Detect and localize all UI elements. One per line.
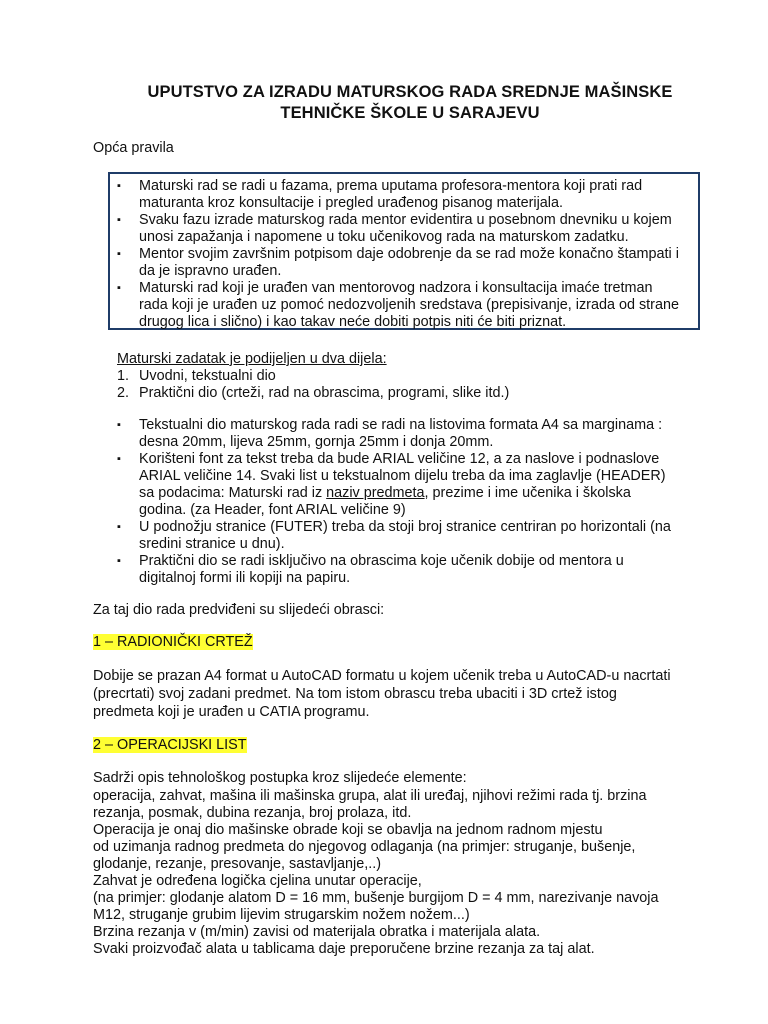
section-2-heading-wrap: [93, 737, 247, 754]
section-2-line-7: Zahvat je određena logička cjelina unutar operacije,: [93, 873, 422, 889]
rule-2-line-4: godina. (za Header, font ARIAL veličine 9): [139, 502, 406, 518]
bullet-marker: ▪: [117, 214, 121, 226]
bullet-marker: ▪: [117, 419, 121, 431]
section-2-line-3: rezanja, posmak, dubina rezanja, broj prolaza, itd.: [93, 805, 412, 821]
section-2-line-6: glodanje, rezanje, presovanje, sastavljanje,..): [93, 856, 381, 872]
box-item-4-line-3: drugog lica i slično) i kao takav neće dobiti potpis niti će biti priznat.: [139, 314, 567, 330]
rule-3-line-2: sredini stranice u dnu).: [139, 536, 285, 552]
rule-2-subject-name-underlined: naziv predmeta: [326, 485, 425, 501]
bullet-marker: ▪: [117, 248, 121, 260]
section-2-line-5: od uzimanja radnog predmeta do njegovog odlaganja (na primjer: struganje, bušenje,: [93, 839, 636, 855]
section-2-line-10: Brzina rezanja v (m/min) zavisi od materijala obratka i materijala alata.: [93, 924, 541, 940]
box-item-4-line-2: rada koji je urađen uz pomoć nedozvoljenih sredstava (prepisivanje, izrada od strane: [139, 297, 679, 313]
document-title-line-1: UPUTSTVO ZA IZRADU MATURSKOG RADA SREDNJE MAŠINSKE: [147, 83, 673, 101]
bullet-marker: ▪: [117, 453, 121, 465]
task-heading: Maturski zadatak je podijeljen u dva dijela:: [117, 351, 387, 367]
bullet-marker: ▪: [117, 180, 121, 192]
box-item-2-line-2: unosi zapažanja i napomene u toku učenikovog rada na maturskom zadatku.: [139, 229, 629, 245]
section-1-heading: 1 – RADIONIČKI CRTEŽ: [93, 634, 253, 650]
bullet-marker: ▪: [117, 521, 121, 533]
task-part-2-number: 2.: [117, 385, 130, 401]
section-2-line-9: M12, struganje grubim lijevim strugarskim nožem nožem...): [93, 907, 470, 923]
section-1-line-1: Dobije se prazan A4 format u AutoCAD formatu u kojem učenik treba u AutoCAD-u nacrtati: [93, 668, 671, 684]
box-item-3-line-1: Mentor svojim završnim potpisom daje odobrenje da se rad može konačno štampati i: [139, 246, 679, 262]
rule-2-line-3-post: , prezime i ime učenika i školska: [424, 485, 631, 501]
section-2-line-8: (na primjer: glodanje alatom D = 16 mm, bušenje burgijom D = 4 mm, narezivanje navoja: [93, 890, 659, 906]
section-1-heading-wrap: [93, 634, 253, 651]
rule-2-line-1: Korišteni font za tekst treba da bude ARIAL veličine 12, a za naslove i podnaslove: [139, 451, 660, 467]
rule-1-line-1: Tekstualni dio maturskog rada radi se radi na listovima formata A4 sa marginama :: [139, 417, 663, 433]
bullet-marker: ▪: [117, 282, 121, 294]
section-2-line-4: Operacija je onaj dio mašinske obrade koji se obavlja na jednom radnom mjestu: [93, 822, 603, 838]
box-item-3-line-2: da je ispravno urađen.: [139, 263, 282, 279]
task-part-1-text: Uvodni, tekstualni dio: [139, 368, 276, 384]
box-item-1-line-2: maturanta kroz konsultacije i pregled urađenog pisanog materijala.: [139, 195, 563, 211]
rule-1-line-2: desna 20mm, lijeva 25mm, gornja 25mm i donja 20mm.: [139, 434, 494, 450]
section-2-line-11: Svaki proizvođač alata u tablicama daje preporučene brzine rezanja za taj alat.: [93, 941, 595, 957]
section-2-heading: 2 – OPERACIJSKI LIST: [93, 737, 247, 753]
document-title-line-2: TEHNIČKE ŠKOLE U SARAJEVU: [280, 104, 540, 122]
task-part-2-text: Praktični dio (crteži, rad na obrascima, programi, slike itd.): [139, 385, 510, 401]
section-1-line-3: predmeta koji je urađen u CATIA programu.: [93, 704, 370, 720]
section-1-line-2: (precrtati) svoj zadani predmet. Na tom istom obrascu treba ubaciti i 3D crtež istog: [93, 686, 617, 702]
task-part-1-number: 1.: [117, 368, 130, 384]
box-item-1-line-1: Maturski rad se radi u fazama, prema uputama profesora-mentora koji prati rad: [139, 178, 643, 194]
rule-2-line-2: ARIAL veličine 14. Svaki list u tekstualnom dijelu treba da ima zaglavlje (HEADER): [139, 468, 666, 484]
general-rules-heading: Opća pravila: [93, 140, 174, 156]
bullet-marker: ▪: [117, 555, 121, 567]
rule-2-line-3-pre: sa podacima: Maturski rad iz: [139, 485, 327, 501]
forms-intro: Za taj dio rada predviđeni su slijedeći obrasci:: [93, 602, 385, 618]
box-item-2-line-1: Svaku fazu izrade maturskog rada mentor evidentira u posebnom dnevniku u kojem: [139, 212, 672, 228]
rule-4-line-2: digitalnoj formi ili kopiji na papiru.: [139, 570, 351, 586]
section-2-line-1: Sadrži opis tehnološkog postupka kroz slijedeće elemente:: [93, 770, 467, 786]
box-item-4-line-1: Maturski rad koji je urađen van mentorovog nadzora i konsultacija imaće tretman: [139, 280, 653, 296]
rule-4-line-1: Praktični dio se radi isključivo na obrascima koje učenik dobije od mentora u: [139, 553, 624, 569]
section-2-line-2: operacija, zahvat, mašina ili mašinska grupa, alat ili uređaj, njihovi režimi rada tj. brzina: [93, 788, 647, 804]
rule-3-line-1: U podnožju stranice (FUTER) treba da stoji broj stranice centriran po horizontali (na: [139, 519, 671, 535]
rule-2-line-3: [139, 485, 631, 502]
